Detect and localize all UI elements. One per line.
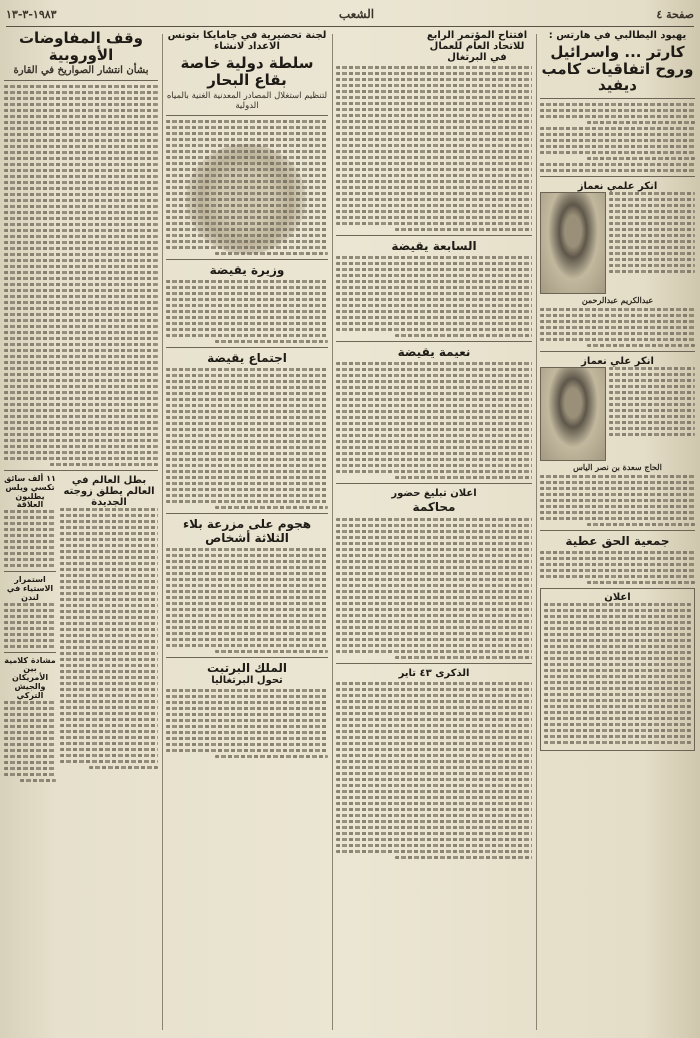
divider	[336, 341, 532, 342]
divider	[540, 176, 695, 177]
page-label: صفحة ٤	[656, 7, 694, 21]
sidebar-briefs	[4, 475, 56, 785]
article-text	[166, 280, 328, 343]
notice-box-title: اعلان	[604, 591, 631, 603]
divider	[540, 98, 695, 99]
article-text	[540, 475, 695, 526]
divider	[4, 652, 56, 653]
col3-section-1: وزيرة يقيضة	[209, 263, 285, 277]
column-left	[4, 30, 158, 1038]
col3-section-4: الملك البرتبت	[206, 660, 287, 675]
divider	[166, 115, 328, 116]
col4-section-4: مشادة كلامية بين الأمريكان والجيش التركي	[4, 655, 56, 700]
col2-section-3: اعلان تبليغ حضور	[391, 488, 477, 500]
divider	[336, 663, 532, 664]
masthead	[6, 4, 694, 24]
col3-section-5: تحول البرتغاليا	[211, 674, 283, 686]
issue-date: ١٩٨٣-٣-١٣	[6, 7, 57, 21]
masthead-rule	[6, 26, 694, 27]
col2-section-1: السابعة يقيضة	[391, 239, 477, 253]
article-text	[540, 103, 695, 172]
article-text	[166, 120, 328, 255]
col3-kicker: لجنة تحضيرية في جامايكا بتونس الاعداد لانشاء	[167, 30, 327, 52]
col1-kicker: يهبود اليطالبي في هارتس :	[548, 30, 687, 41]
divider	[336, 483, 532, 484]
article-text	[336, 518, 532, 659]
divider	[540, 530, 695, 531]
col3-headline: سلطة دولية خاصة بقاع البحار	[180, 54, 314, 89]
col4-headline: وقف المفاوضات الأوروبية	[18, 30, 143, 64]
divider	[4, 571, 56, 572]
col2-section-2: نعيمة يقيضة	[397, 345, 471, 360]
divider	[166, 513, 328, 514]
col1-column-title-1: انكر علمي نعماز	[577, 180, 658, 192]
col4-section-1: ١١ ألف سائق تكسي ويلس يطلبون العلاقة	[4, 474, 56, 510]
divider	[540, 351, 695, 352]
article-text	[609, 367, 695, 461]
divider	[166, 259, 328, 260]
article-text	[166, 368, 328, 509]
notice-box	[540, 588, 695, 751]
col4-section-3: استمرار الاستياء في لندن	[6, 575, 54, 602]
article-text	[540, 308, 695, 347]
article-text	[336, 362, 532, 479]
col1-notice-title: جمعية الحق عطية	[565, 533, 670, 548]
article-text	[166, 689, 328, 758]
article-text	[166, 548, 328, 653]
divider	[166, 347, 328, 348]
col1-headline: كارتر ... واسرائيل وروح اتفاقيات كامب ديفيد	[541, 43, 694, 94]
sidebar-articles	[60, 475, 158, 785]
article-text	[336, 682, 532, 859]
article-text	[4, 85, 158, 466]
col2-section-5: الذكرى ٤٣ تاير	[398, 667, 470, 679]
photo-caption: عبدالكريم عبدالرحمن	[581, 294, 654, 305]
portrait-photo	[540, 367, 606, 461]
article-text	[609, 192, 695, 294]
divider	[336, 235, 532, 236]
column-center-left	[166, 30, 328, 1038]
col3-section-2: اجتماع يقيضة	[207, 351, 287, 366]
col4-section-2: بطل العالم في العالم يطلق زوجته الجديدة	[63, 475, 155, 508]
column-right	[540, 30, 695, 1038]
col2-headline: افتتاح المؤتمر الرابع للاتحاد العام للعمال في البرتغال	[426, 30, 528, 63]
paper-name: الشعب	[338, 7, 375, 21]
divider	[4, 80, 158, 81]
article-text	[540, 551, 695, 584]
col4-subhead: بشأن انتشار الصواريخ في القارة	[13, 65, 149, 76]
column-center-right	[336, 30, 532, 1038]
col3-subhead: لتنظيم استغلال المصادر المعدنية الغنية بالمياه الدولية	[166, 91, 328, 111]
col3-section-3: هجوم على مزرعة بلاء الثلاثة أشخاص	[182, 517, 312, 545]
col2-section-4: محاكمة	[412, 500, 456, 515]
divider	[4, 470, 158, 471]
photo-caption: الحاج سعدة بن نصر الياس	[573, 461, 662, 472]
article-text	[336, 256, 532, 337]
portrait-photo	[540, 192, 606, 294]
col1-column-title-2: انكر علي نعماز	[581, 355, 654, 367]
divider	[166, 657, 328, 658]
article-text	[336, 66, 532, 231]
